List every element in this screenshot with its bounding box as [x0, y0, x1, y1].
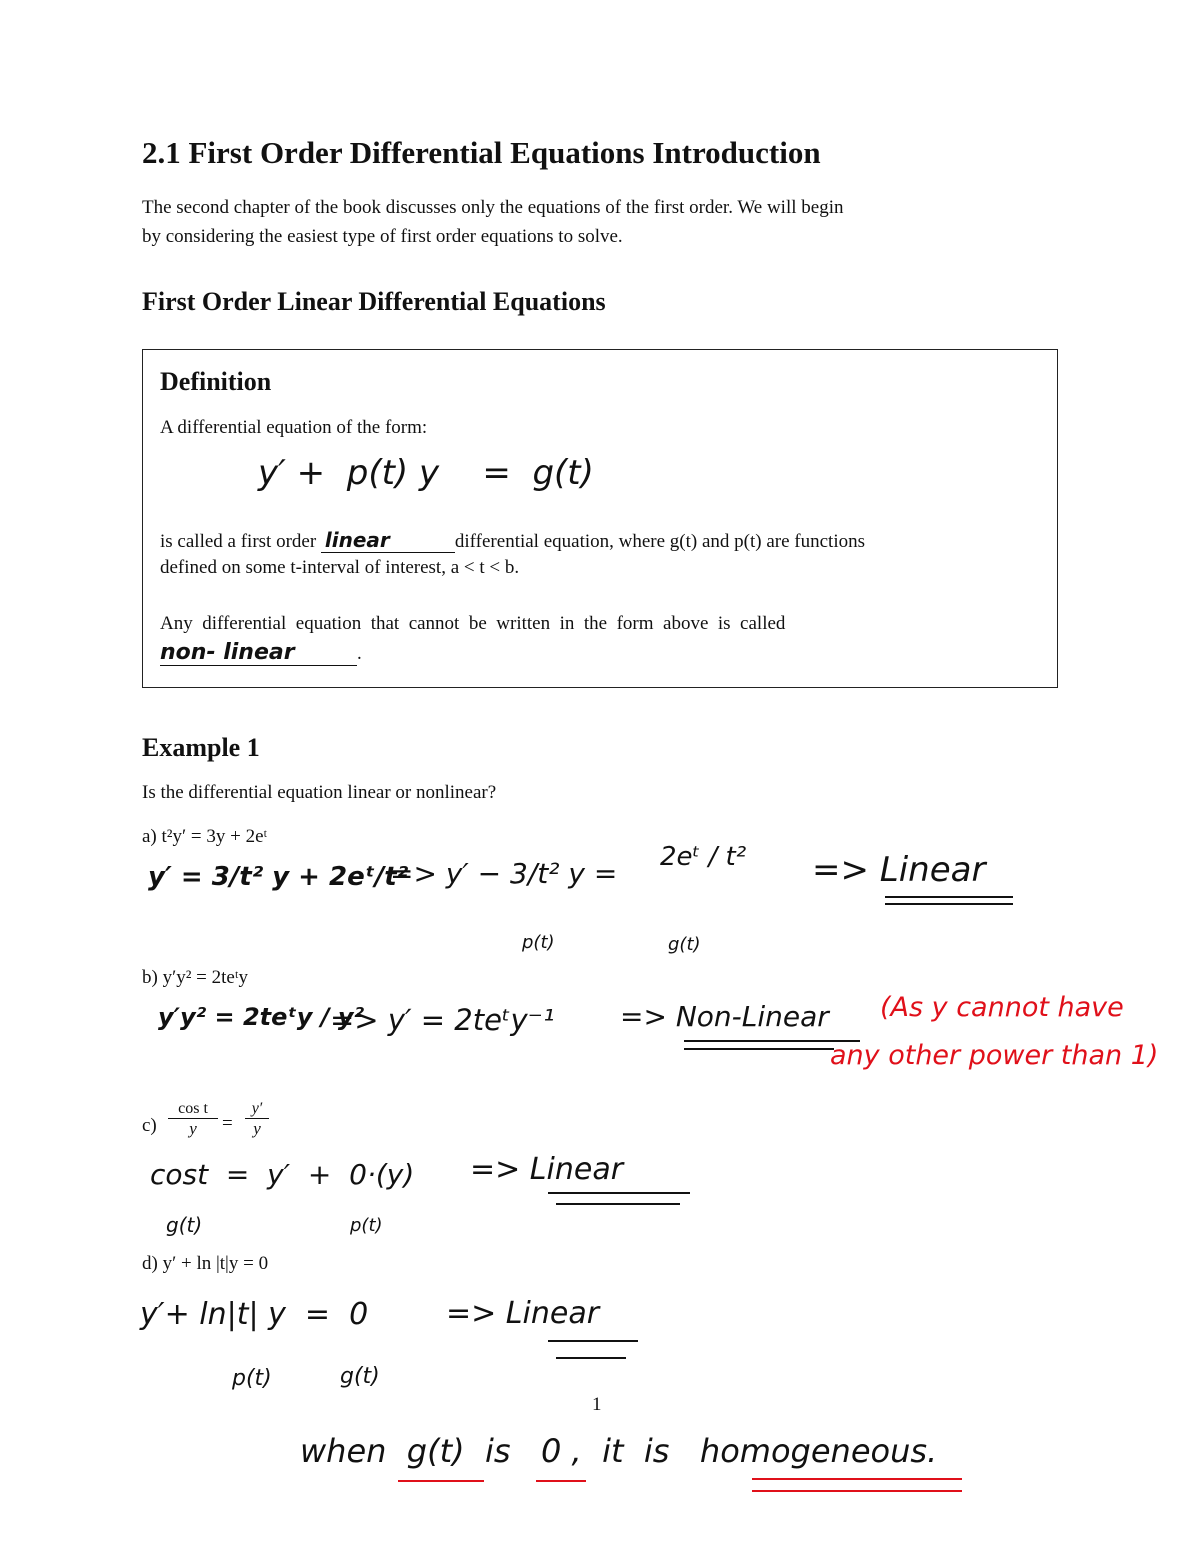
definition-heading: Definition: [160, 367, 272, 396]
page-title: 2.1 First Order Differential Equations Introduction: [142, 135, 821, 170]
intro-line-2: by considering the easiest type of first order equations to solve.: [142, 226, 623, 247]
footer-underline-g: [398, 1480, 484, 1482]
definition-line-3: Any differential equation that cannot be written in the form above is called: [160, 613, 786, 634]
part-b-note-1: (As y cannot have: [880, 992, 1124, 1023]
intro-line-1: The second chapter of the book discusses only the equations of the first order. We will begin: [142, 197, 844, 218]
part-b-note-2: any other power than 1): [830, 1040, 1159, 1071]
blank-non-linear: non- linear: [160, 640, 357, 666]
part-d-label: d) y′ + ln |t|y = 0: [142, 1253, 269, 1274]
part-a-result: => Linear: [812, 850, 986, 890]
definition-line-1: [160, 528, 865, 553]
part-b-label: b) y′y² = 2teᵗy: [142, 967, 248, 988]
part-a-label: a) t²y′ = 3y + 2eᵗ: [142, 826, 268, 847]
part-c-num-right: y′: [245, 1100, 269, 1119]
part-a-underline-1: [885, 896, 1013, 898]
part-b-result: => Non-Linear: [620, 1000, 829, 1033]
part-c-fraction-left: [168, 1100, 218, 1139]
part-d-underline-1: [548, 1340, 638, 1342]
part-c-work: cost = y′ + 0·(y): [150, 1158, 415, 1191]
line1-post: differential equation, where g(t) and p(t) are functions: [454, 531, 866, 552]
definition-line-2: defined on some t-interval of interest, a < t < b.: [160, 557, 520, 578]
part-c-g: g(t): [166, 1213, 203, 1237]
example-question: Is the differential equation linear or nonlinear?: [142, 782, 497, 803]
part-a-underline-2: [885, 903, 1013, 905]
part-c-p: p(t): [350, 1215, 383, 1236]
part-d-result: => Linear: [446, 1296, 600, 1331]
page-number: 1: [592, 1394, 602, 1415]
period: .: [357, 643, 362, 664]
definition-line-4: [160, 640, 362, 666]
part-c-equals: =: [222, 1113, 233, 1134]
example-heading: Example 1: [142, 733, 260, 762]
part-d-p: p(t): [232, 1366, 272, 1391]
part-c-underline-1: [548, 1192, 690, 1194]
definition-box: [142, 349, 1058, 688]
footer-underline-zero: [536, 1480, 586, 1482]
part-c-den-left: y: [189, 1119, 197, 1138]
part-c-fraction-right: [245, 1100, 269, 1139]
footer-underline-homog-1: [752, 1478, 962, 1480]
line1-pre: is called a first order: [160, 531, 317, 552]
part-a-g: g(t): [668, 934, 701, 955]
part-b-work-2: => y′ = 2teᵗy⁻¹: [330, 1003, 555, 1037]
footer-note: when g(t) is 0 , it is homogeneous.: [300, 1432, 938, 1470]
part-d-work: y′+ ln|t| y = 0: [140, 1297, 369, 1332]
part-a-work-1: y′ = 3/t² y + 2eᵗ/t²: [148, 862, 409, 892]
part-a-work-3: 2eᵗ / t²: [660, 842, 747, 872]
part-c-den-right: y: [253, 1119, 261, 1138]
part-c-result: => Linear: [470, 1152, 624, 1187]
part-d-g: g(t): [340, 1364, 380, 1389]
footer-underline-homog-2: [752, 1490, 962, 1492]
part-c-num-left: cos t: [168, 1100, 218, 1119]
part-a-p: p(t): [522, 932, 555, 953]
handwritten-equation: y′ + p(t) y = g(t): [258, 453, 594, 493]
part-a-work-2: => y′ − 3/t² y =: [390, 857, 618, 890]
part-c-label: c): [142, 1115, 157, 1136]
part-b-underline-2: [684, 1048, 834, 1050]
blank-linear: linear: [321, 528, 455, 553]
part-b-work-1: y′y² = 2teᵗy / y²: [158, 1003, 364, 1031]
section-heading: First Order Linear Differential Equations: [142, 287, 606, 316]
definition-lead: A differential equation of the form:: [160, 417, 428, 438]
part-c-underline-2: [556, 1203, 680, 1205]
part-d-underline-2: [556, 1357, 626, 1359]
